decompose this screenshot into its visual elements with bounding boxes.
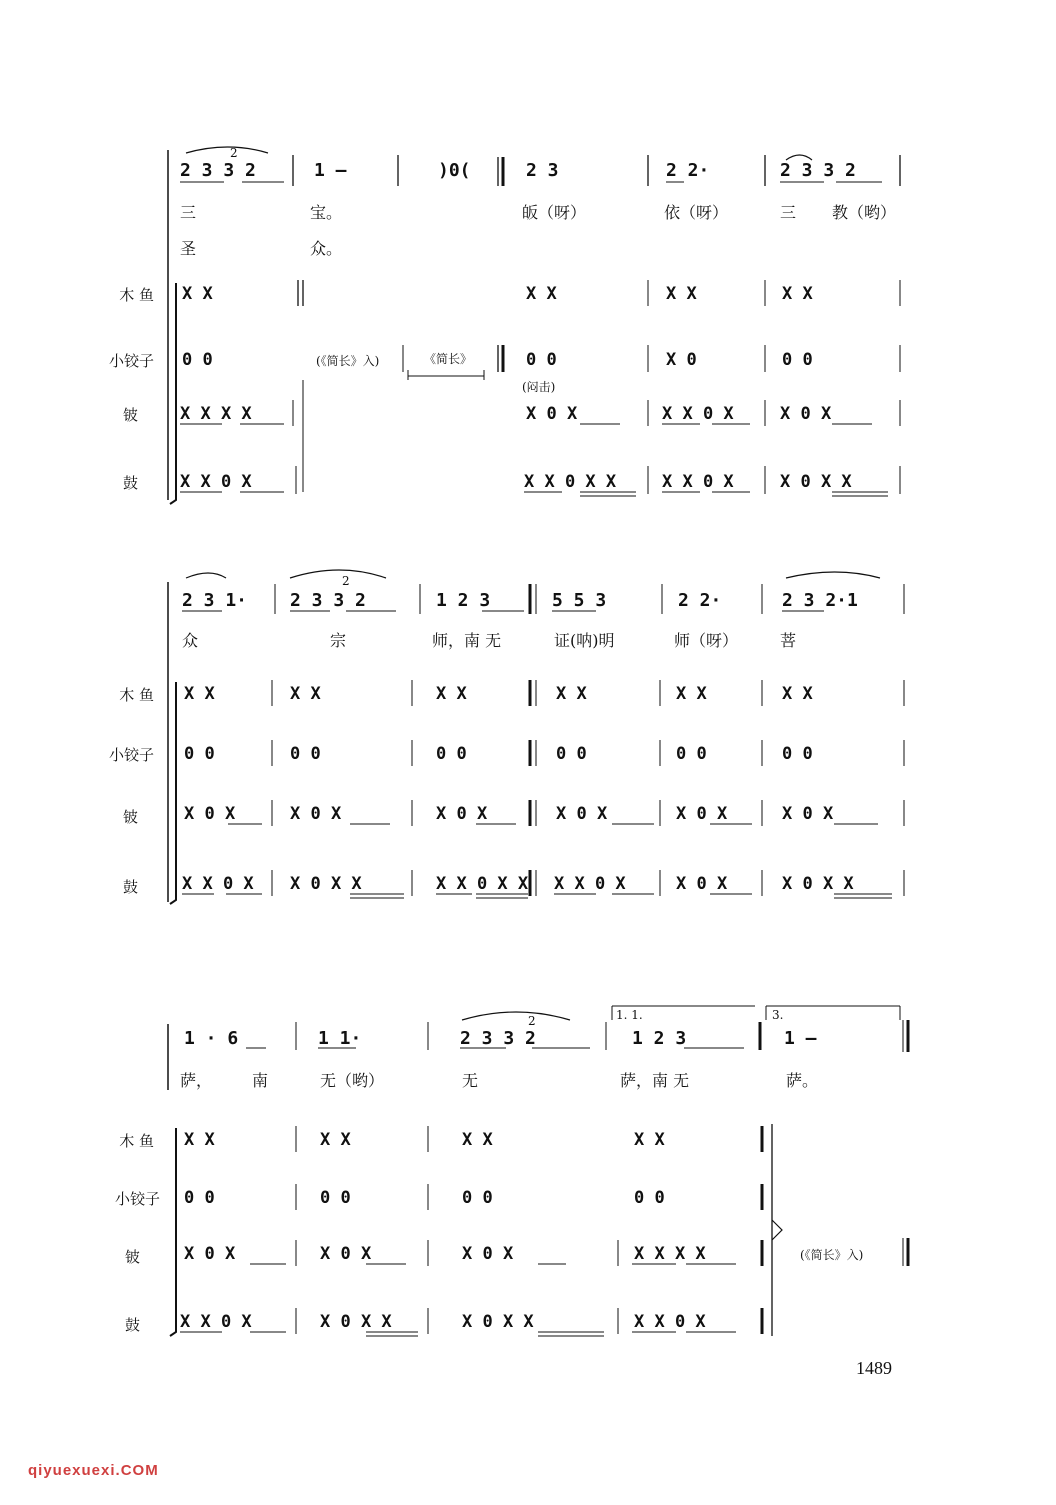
melody-measure: 5 5 3	[552, 590, 607, 611]
melody-measure: 2 3 3 2	[780, 160, 856, 181]
melody-measure: 1 1·	[318, 1028, 362, 1049]
xiaojiao-measure: 0 0	[184, 1188, 215, 1208]
lyric: 师，南 无	[432, 631, 502, 650]
xiaojiao-measure: 0 0	[320, 1188, 351, 1208]
gu-measure: X X 0 X	[554, 874, 626, 894]
xiaojiao-measure: 0 0	[782, 744, 813, 764]
xiaojiao-measure: 0 0	[556, 744, 587, 764]
bo-measure: X 0 X	[780, 404, 832, 424]
lyric: 萨。	[786, 1071, 819, 1090]
lyric: 三	[780, 203, 797, 222]
lyric: 教（哟）	[832, 203, 897, 222]
watermark: qiyuexuexi.COM	[28, 1462, 159, 1479]
muyu-measure: X X	[634, 1130, 665, 1150]
bo-measure: X 0 X	[462, 1244, 514, 1264]
melody-measure: )0(	[438, 160, 471, 181]
gu-measure: X 0 X X	[782, 874, 854, 894]
jianchang-in-note: (《简长》入)	[316, 354, 380, 368]
bo-measure: X X X X	[180, 404, 252, 424]
instrument-label-muyu: 木 鱼	[119, 1132, 154, 1150]
xiaojiao-measure: 0 0	[184, 744, 215, 764]
lyric: 宗	[330, 631, 347, 650]
instrument-label-gu: 鼓	[122, 474, 138, 492]
melody-measure: 2 2·	[678, 590, 722, 611]
melody-measure: 2 3 3 2	[290, 590, 366, 611]
gu-measure: X 0 X X	[780, 472, 852, 492]
lyric: 依（呀）	[664, 203, 729, 222]
lyric: 众	[182, 631, 199, 650]
xiaojiao-measure: 0 0	[676, 744, 707, 764]
grace-note: 2	[528, 1014, 536, 1028]
gu-measure: X X 0 X	[180, 472, 252, 492]
lyric: 南	[252, 1071, 269, 1090]
lyric: 证(呐)明	[554, 631, 615, 650]
xiaojiao-measure: 0 0	[634, 1188, 665, 1208]
xiaojiao-measure: 0 0	[462, 1188, 493, 1208]
bo-measure: X X X X	[634, 1244, 706, 1264]
gu-measure: X 0 X	[676, 874, 728, 894]
muyu-measure: X X	[676, 684, 707, 704]
lyric: 圣	[180, 239, 197, 258]
lyric: 三	[180, 203, 197, 222]
xiaojiao-measure: X 0	[666, 350, 697, 370]
bo-measure: X 0 X	[436, 804, 488, 824]
melody-measure: 2 2·	[666, 160, 710, 181]
bo-measure: X 0 X	[556, 804, 608, 824]
xiaojiao-measure: 0 0	[526, 350, 557, 370]
lyric: 萨，	[180, 1071, 213, 1090]
page-number: 1489	[856, 1358, 892, 1378]
jianchang-note: 《简长》	[424, 352, 473, 366]
muyu-measure: X X	[290, 684, 321, 704]
lyric: 皈（呀）	[522, 203, 587, 222]
lyric: 萨，南 无	[620, 1071, 690, 1090]
muyu-measure: X X	[782, 684, 813, 704]
instrument-label-xiaojiao: 小铰子	[114, 1190, 160, 1208]
bo-measure: X 0 X	[782, 804, 834, 824]
instrument-label-muyu: 木 鱼	[119, 686, 154, 704]
muyu-measure: X X	[782, 284, 813, 304]
muyu-measure: X X	[526, 284, 557, 304]
gu-measure: X 0 X X	[290, 874, 362, 894]
instrument-label-bo: 铍	[122, 808, 138, 826]
bo-measure: X 0 X	[184, 1244, 236, 1264]
muyu-measure: X X	[320, 1130, 351, 1150]
gu-measure: X X 0 X	[634, 1312, 706, 1332]
lyric: 宝。	[310, 203, 343, 222]
grace-note: 2	[342, 574, 350, 588]
muyu-measure: X X	[462, 1130, 493, 1150]
gu-measure: X X 0 X	[180, 1312, 252, 1332]
xiaojiao-measure: 0 0	[436, 744, 467, 764]
lyric: 众。	[310, 239, 343, 258]
muyu-measure: X X	[184, 684, 215, 704]
melody-measure: 2 3 1·	[182, 590, 248, 611]
instrument-label-xiaojiao: 小铰子	[108, 352, 154, 370]
bo-measure: X 0 X	[676, 804, 728, 824]
muyu-measure: X X	[666, 284, 697, 304]
lyric: 菩	[780, 631, 797, 650]
instrument-label-muyu: 木 鱼	[119, 286, 154, 304]
lyric: 师（呀）	[674, 631, 739, 650]
jianchang-in-note: (《简长》入)	[800, 1248, 864, 1262]
instrument-label-bo: 铍	[124, 1248, 140, 1266]
lyric: 无（哟）	[320, 1071, 385, 1090]
melody-measure: 2 3 2·1	[782, 590, 858, 611]
gu-measure: X X 0 X X	[524, 472, 617, 492]
bo-measure: X 0 X	[526, 404, 578, 424]
melody-measure: 2 3 3 2	[460, 1028, 536, 1049]
melody-measure: 1 –	[784, 1028, 817, 1049]
xiaojiao-measure: 0 0	[290, 744, 321, 764]
muyu-measure: X X	[436, 684, 467, 704]
bo-measure: X 0 X	[320, 1244, 372, 1264]
volta-1: 1. 1.	[616, 1008, 643, 1022]
volta-2: 3.	[772, 1008, 784, 1022]
gu-measure: X 0 X X	[320, 1312, 392, 1332]
gu-measure: X X 0 X	[182, 874, 254, 894]
instrument-label-bo: 铍	[122, 406, 138, 424]
melody-measure: 1 2 3	[436, 590, 491, 611]
muyu-measure: X X	[556, 684, 587, 704]
melody-measure: 2 3	[526, 160, 559, 181]
gu-measure: X X 0 X	[662, 472, 734, 492]
lyric: 无	[462, 1071, 479, 1090]
bo-measure: X X 0 X	[662, 404, 734, 424]
instrument-label-gu: 鼓	[124, 1316, 140, 1334]
muyu-measure: X X	[182, 284, 213, 304]
instrument-label-xiaojiao: 小铰子	[108, 746, 154, 764]
gu-measure: X 0 X X	[462, 1312, 534, 1332]
bo-measure: X 0 X	[184, 804, 236, 824]
bo-measure: X 0 X	[290, 804, 342, 824]
melody-measure: 1 –	[314, 160, 347, 181]
gu-measure: X X 0 X X	[436, 874, 529, 894]
muyu-measure: X X	[184, 1130, 215, 1150]
instrument-label-gu: 鼓	[122, 878, 138, 896]
melody-measure: 1 · 6	[184, 1028, 239, 1049]
melody-measure: 1 2 3	[632, 1028, 687, 1049]
menji-note: (闷击)	[522, 380, 556, 394]
melody-measure: 2 3 3 2	[180, 160, 256, 181]
grace-note: 2	[230, 146, 238, 160]
xiaojiao-measure: 0 0	[182, 350, 213, 370]
xiaojiao-measure: 0 0	[782, 350, 813, 370]
